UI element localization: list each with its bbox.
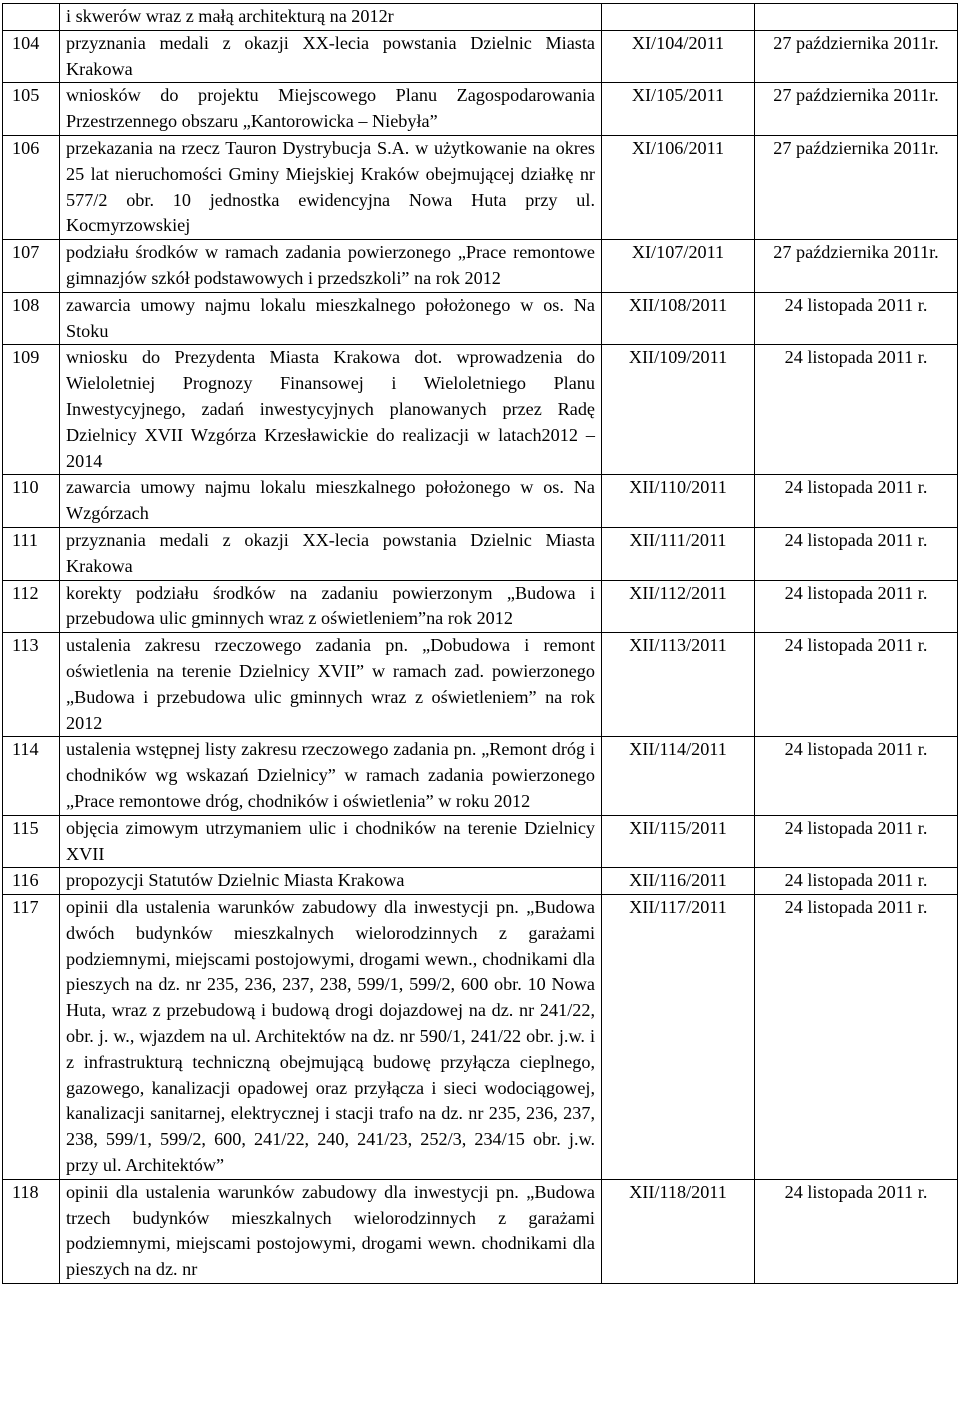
resolution-subject: przyznania medali z okazji XX-lecia powstania Dzielnic Miasta Krakowa bbox=[60, 527, 602, 580]
resolution-date: 24 listopada 2011 r. bbox=[755, 580, 958, 633]
table-row bbox=[3, 475, 958, 528]
table-row bbox=[3, 895, 958, 1180]
resolution-date: 27 października 2011r. bbox=[755, 83, 958, 136]
resolution-subject: przyznania medali z okazji XX-lecia powstania Dzielnic Miasta Krakowa bbox=[60, 30, 602, 83]
resolution-code: XII/116/2011 bbox=[602, 868, 755, 895]
row-number: 108 bbox=[3, 292, 60, 345]
resolution-subject: zawarcia umowy najmu lokalu mieszkalnego położonego w os. Na Stoku bbox=[60, 292, 602, 345]
resolution-code: XII/114/2011 bbox=[602, 737, 755, 815]
resolution-subject: opinii dla ustalenia warunków zabudowy dla inwestycji pn. „Budowa dwóch budynków mieszkalnych wielorodzinnych z garażami podziemnymi, miejscami postojowymi, drogami wewn., chodnikami dla pieszych na dz. nr 235, 236, 237, 238, 599/1, 599/2, 600 obr. 10 Nowa Huta, wraz z przebudową i budową drogi dojazdowej na dz. nr 241/22, obr. j. w., wjazdem na ul. Architektów na dz. nr 590/1, 241/22 obr. j.w. i z infrastrukturą techniczną obejmującą budowę przyłącza cieplnego, gazowego, kanalizacji opadowej oraz przyłącza i sieci wodociągowej, kanalizacji sanitarnej, elektrycznej i stacji trafo na dz. nr 235, 236, 237, 238, 599/1, 599/2, 600, 241/22, 240, 241/23, 252/3, 234/15 obr. j.w. przy ul. Architektów” bbox=[60, 895, 602, 1180]
table-row bbox=[3, 1179, 958, 1283]
row-number: 107 bbox=[3, 240, 60, 293]
table-row bbox=[3, 240, 958, 293]
resolution-code: XII/111/2011 bbox=[602, 527, 755, 580]
resolution-code: XI/107/2011 bbox=[602, 240, 755, 293]
resolution-code: XI/106/2011 bbox=[602, 135, 755, 239]
resolution-subject: i skwerów wraz z małą architekturą na 2012r bbox=[60, 4, 602, 31]
resolution-date: 24 listopada 2011 r. bbox=[755, 815, 958, 868]
resolution-subject: opinii dla ustalenia warunków zabudowy dla inwestycji pn. „Budowa trzech budynków mieszkalnych wielorodzinnych z garażami podziemnymi, miejscami postojowymi, drogami wewn. chodnikami dla pieszych na dz. nr bbox=[60, 1179, 602, 1283]
resolution-code: XII/117/2011 bbox=[602, 895, 755, 1180]
table-row bbox=[3, 633, 958, 737]
resolution-subject: wniosków do projektu Miejscowego Planu Zagospodarowania Przestrzennego obszaru „Kantorowicka – Niebyła” bbox=[60, 83, 602, 136]
resolution-date bbox=[755, 4, 958, 31]
table-row bbox=[3, 292, 958, 345]
resolution-date: 27 października 2011r. bbox=[755, 240, 958, 293]
table-row bbox=[3, 30, 958, 83]
row-number: 110 bbox=[3, 475, 60, 528]
resolution-subject: propozycji Statutów Dzielnic Miasta Krakowa bbox=[60, 868, 602, 895]
row-number: 109 bbox=[3, 345, 60, 475]
resolution-date: 24 listopada 2011 r. bbox=[755, 895, 958, 1180]
row-number: 116 bbox=[3, 868, 60, 895]
resolution-date: 24 listopada 2011 r. bbox=[755, 292, 958, 345]
table-row bbox=[3, 345, 958, 475]
row-number: 117 bbox=[3, 895, 60, 1180]
row-number: 111 bbox=[3, 527, 60, 580]
resolution-code: XII/112/2011 bbox=[602, 580, 755, 633]
resolution-code: XII/108/2011 bbox=[602, 292, 755, 345]
row-number: 113 bbox=[3, 633, 60, 737]
row-number: 105 bbox=[3, 83, 60, 136]
resolution-subject: ustalenia wstępnej listy zakresu rzeczowego zadania pn. „Remont dróg i chodników wg wskazań Dzielnicy” w ramach zadania powierzonego „Prace remontowe dróg, chodników i oświetlenia” w roku 2012 bbox=[60, 737, 602, 815]
resolution-subject: ustalenia zakresu rzeczowego zadania pn. „Dobudowa i remont oświetlenia na terenie Dzielnicy XVII” w ramach zad. powierzonego „Budowa i przebudowa ulic gminnych wraz z oświetleniem” na rok 2012 bbox=[60, 633, 602, 737]
resolution-subject: podziału środków w ramach zadania powierzonego „Prace remontowe gimnazjów szkół podstawowych i przedszkoli” na rok 2012 bbox=[60, 240, 602, 293]
row-number: 112 bbox=[3, 580, 60, 633]
resolution-code: XII/110/2011 bbox=[602, 475, 755, 528]
row-number: 118 bbox=[3, 1179, 60, 1283]
resolution-date: 24 listopada 2011 r. bbox=[755, 868, 958, 895]
resolution-date: 24 listopada 2011 r. bbox=[755, 345, 958, 475]
resolution-date: 24 listopada 2011 r. bbox=[755, 475, 958, 528]
resolution-date: 24 listopada 2011 r. bbox=[755, 527, 958, 580]
resolution-code: XI/104/2011 bbox=[602, 30, 755, 83]
resolution-date: 27 października 2011r. bbox=[755, 30, 958, 83]
row-number: 106 bbox=[3, 135, 60, 239]
resolution-date: 24 listopada 2011 r. bbox=[755, 633, 958, 737]
row-number bbox=[3, 4, 60, 31]
table-row bbox=[3, 580, 958, 633]
resolutions-table bbox=[2, 3, 958, 1284]
resolution-code: XII/113/2011 bbox=[602, 633, 755, 737]
resolution-date: 24 listopada 2011 r. bbox=[755, 1179, 958, 1283]
resolution-subject: objęcia zimowym utrzymaniem ulic i chodników na terenie Dzielnicy XVII bbox=[60, 815, 602, 868]
table-row bbox=[3, 4, 958, 31]
resolution-code: XII/115/2011 bbox=[602, 815, 755, 868]
row-number: 115 bbox=[3, 815, 60, 868]
row-number: 104 bbox=[3, 30, 60, 83]
resolution-subject: przekazania na rzecz Tauron Dystrybucja S.A. w użytkowanie na okres 25 lat nieruchomości Gminy Miejskiej Kraków obejmującej działkę nr 577/2 obr. 10 jednostka ewidencyjna Nowa Huta przy ul. Kocmyrzowskiej bbox=[60, 135, 602, 239]
table-row bbox=[3, 737, 958, 815]
table-row bbox=[3, 868, 958, 895]
resolution-code: XII/118/2011 bbox=[602, 1179, 755, 1283]
resolution-subject: korekty podziału środków na zadaniu powierzonym „Budowa i przebudowa ulic gminnych wraz z oświetleniem”na rok 2012 bbox=[60, 580, 602, 633]
table-row bbox=[3, 815, 958, 868]
table-row bbox=[3, 83, 958, 136]
resolution-date: 27 października 2011r. bbox=[755, 135, 958, 239]
resolution-subject: zawarcia umowy najmu lokalu mieszkalnego położonego w os. Na Wzgórzach bbox=[60, 475, 602, 528]
resolution-code: XI/105/2011 bbox=[602, 83, 755, 136]
resolution-code: XII/109/2011 bbox=[602, 345, 755, 475]
resolution-date: 24 listopada 2011 r. bbox=[755, 737, 958, 815]
resolution-subject: wniosku do Prezydenta Miasta Krakowa dot. wprowadzenia do Wieloletniej Prognozy Finansowej i Wieloletniego Planu Inwestycyjnego, zadań inwestycyjnych planowanych przez Radę Dzielnicy XVII Wzgórza Krzesławickie do realizacji w latach2012 – 2014 bbox=[60, 345, 602, 475]
table-row bbox=[3, 527, 958, 580]
resolution-code bbox=[602, 4, 755, 31]
row-number: 114 bbox=[3, 737, 60, 815]
table-row bbox=[3, 135, 958, 239]
